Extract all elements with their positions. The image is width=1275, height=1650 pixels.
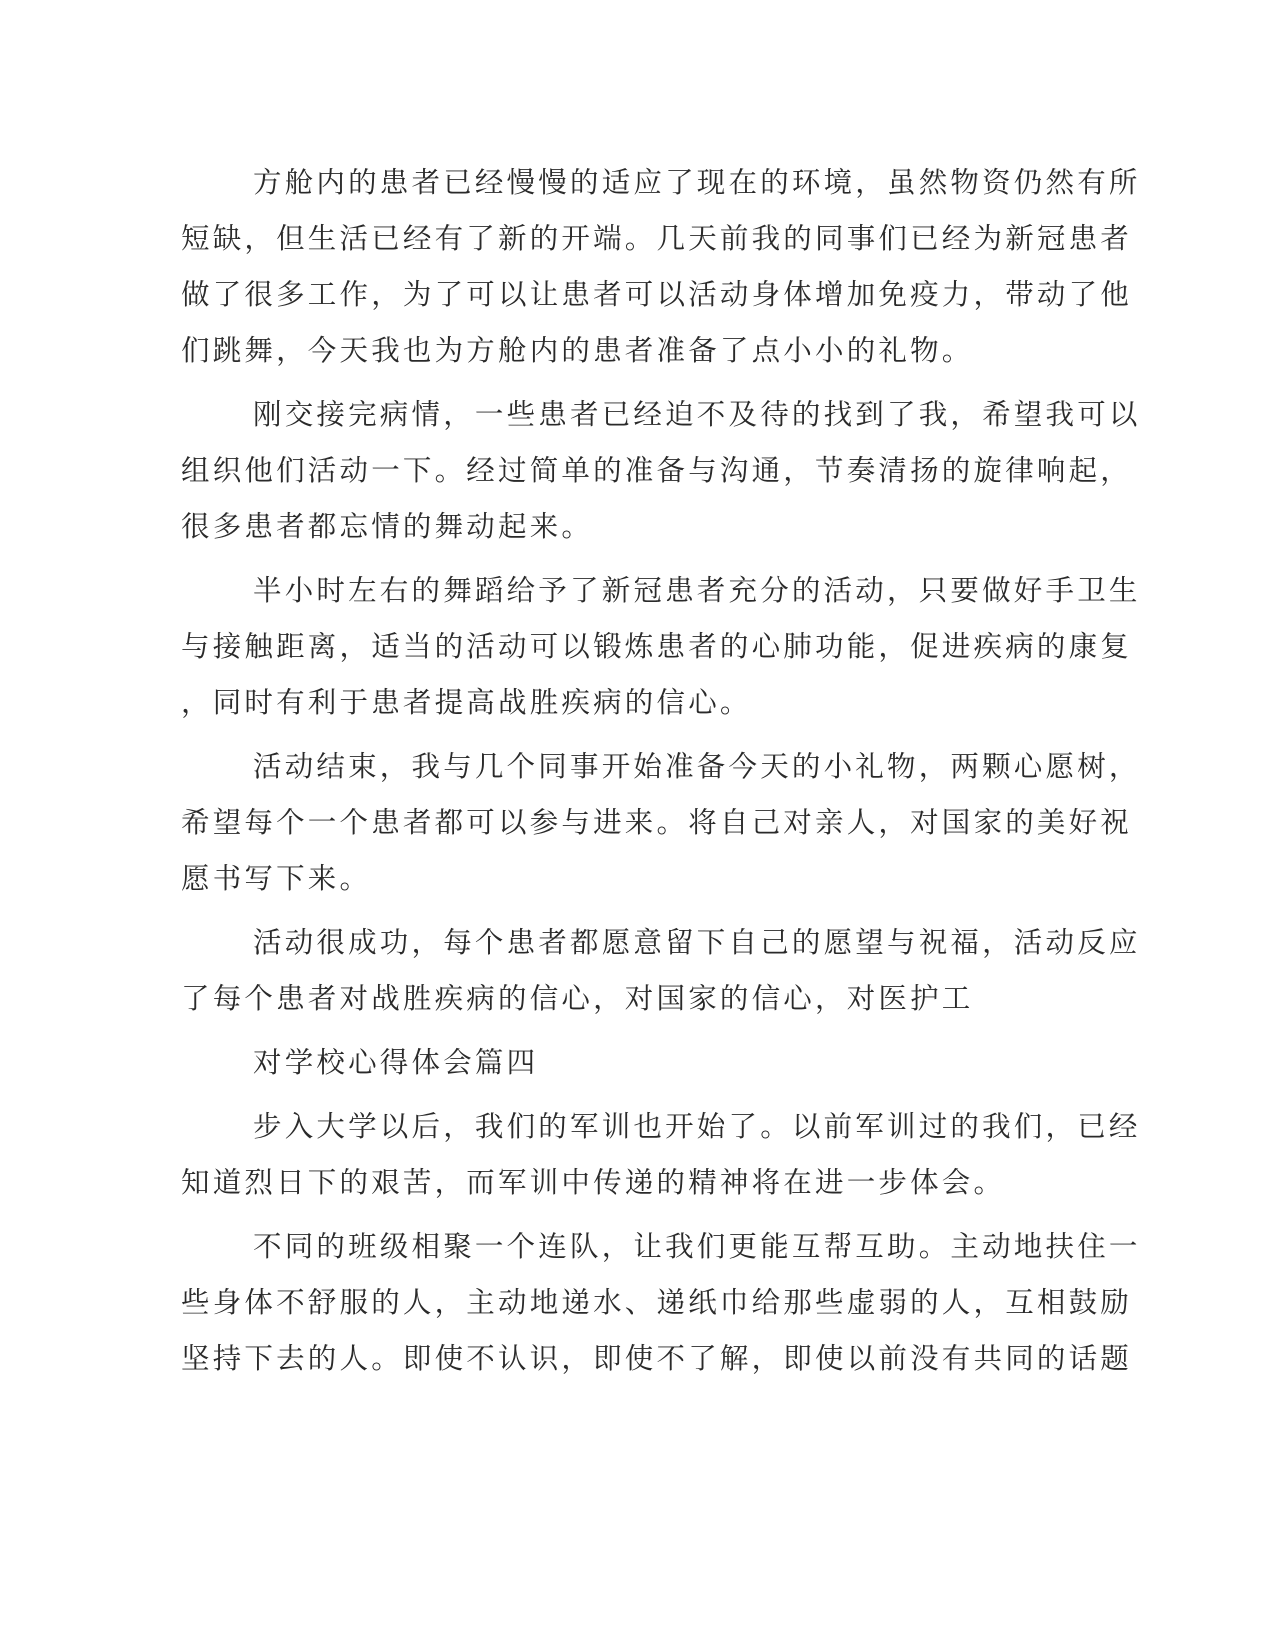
text-line: 步入大学以后，我们的军训也开始了。以前军训过的我们，已经 bbox=[253, 1110, 1141, 1143]
text-line: 很多患者都忘情的舞动起来。 bbox=[181, 510, 594, 543]
paragraph-7 bbox=[181, 1219, 1141, 1387]
text-line: 不同的班级相聚一个连队，让我们更能互帮互助。主动地扶住一 bbox=[253, 1230, 1141, 1263]
paragraph-2 bbox=[181, 387, 1141, 555]
text-line: 知道烈日下的艰苦，而军训中传递的精神将在进一步体会。 bbox=[181, 1166, 1006, 1199]
text-line: 方舱内的患者已经慢慢的适应了现在的环境，虽然物资仍然有所 bbox=[253, 166, 1141, 199]
text-line: 们跳舞，今天我也为方舱内的患者准备了点小小的礼物。 bbox=[181, 334, 974, 367]
text-line: 些身体不舒服的人，主动地递水、递纸巾给那些虚弱的人，互相鼓励 bbox=[181, 1286, 1133, 1319]
paragraph-5 bbox=[181, 915, 1141, 1027]
paragraph-6 bbox=[181, 1099, 1141, 1211]
text-line: 刚交接完病情，一些患者已经迫不及待的找到了我，希望我可以 bbox=[253, 398, 1141, 431]
text-line: 组织他们活动一下。经过简单的准备与沟通，节奏清扬的旋律响起， bbox=[181, 454, 1133, 487]
heading-text: 对学校心得体会篇四 bbox=[253, 1046, 539, 1079]
section-heading bbox=[181, 1035, 1031, 1091]
text-line: 短缺，但生活已经有了新的开端。几天前我的同事们已经为新冠患者 bbox=[181, 222, 1133, 255]
text-line: 做了很多工作，为了可以让患者可以活动身体增加免疫力，带动了他 bbox=[181, 278, 1133, 311]
paragraph-1 bbox=[181, 155, 1141, 379]
text-line: 希望每个一个患者都可以参与进来。将自己对亲人，对国家的美好祝 bbox=[181, 806, 1133, 839]
paragraph-4 bbox=[181, 739, 1141, 907]
text-line: 半小时左右的舞蹈给予了新冠患者充分的活动，只要做好手卫生 bbox=[253, 574, 1141, 607]
text-line: 与接触距离，适当的活动可以锻炼患者的心肺功能，促进疾病的康复 bbox=[181, 630, 1133, 663]
text-line: ，同时有利于患者提高战胜疾病的信心。 bbox=[181, 686, 752, 719]
text-line: 坚持下去的人。即使不认识，即使不了解，即使以前没有共同的话题 bbox=[181, 1342, 1133, 1375]
text-line: 活动很成功，每个患者都愿意留下自己的愿望与祝福，活动反应 bbox=[253, 926, 1141, 959]
document-body bbox=[181, 155, 1141, 1387]
paragraph-3 bbox=[181, 563, 1141, 731]
text-line: 愿书写下来。 bbox=[181, 862, 372, 895]
text-line: 了每个患者对战胜疾病的信心，对国家的信心，对医护工 bbox=[181, 982, 974, 1015]
text-line: 活动结束，我与几个同事开始准备今天的小礼物，两颗心愿树， bbox=[253, 750, 1141, 783]
